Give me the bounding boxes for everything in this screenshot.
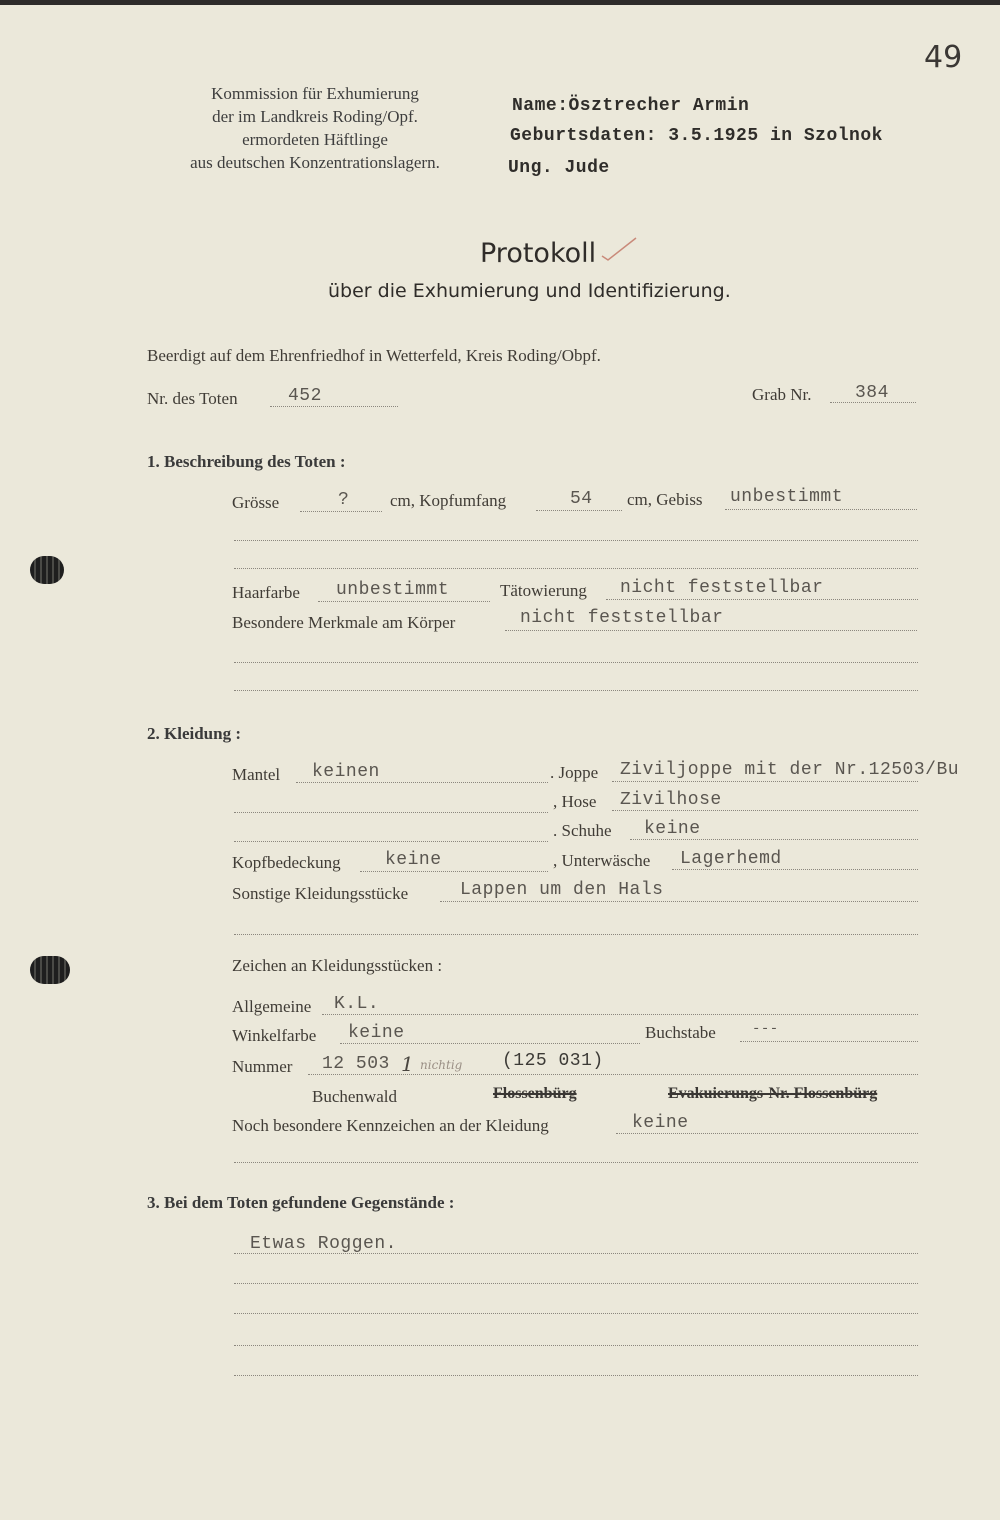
joppe-value: Ziviljoppe mit der Nr.12503/Bu bbox=[620, 760, 960, 780]
taetowierung-label: Tätowierung bbox=[500, 581, 587, 600]
found-item: Etwas Roggen. bbox=[250, 1234, 397, 1254]
schuhe-label: . Schuhe bbox=[553, 821, 612, 840]
taetowierung-value: nicht feststellbar bbox=[620, 578, 824, 598]
binder-hole-bottom bbox=[30, 956, 70, 984]
groesse-label: Grösse bbox=[232, 493, 280, 512]
commission-line: der im Landkreis Roding/Opf. bbox=[212, 107, 418, 126]
nummer-note: nichtig bbox=[420, 1058, 463, 1072]
sonstige-value: Lappen um den Hals bbox=[460, 880, 664, 900]
nationality-line: Ung. Jude bbox=[508, 158, 610, 178]
winkelfarbe-value: keine bbox=[348, 1023, 405, 1043]
joppe-label: . Joppe bbox=[550, 763, 599, 782]
dead-number-value: 452 bbox=[288, 386, 322, 406]
gebiss-label: cm, Gebiss bbox=[627, 490, 703, 509]
buchstabe-label: Buchstabe bbox=[645, 1023, 716, 1042]
binder-hole-top bbox=[30, 556, 64, 584]
gebiss-value: unbestimmt bbox=[730, 487, 844, 507]
section2-heading: 2. Kleidung : bbox=[147, 724, 241, 743]
section1-heading: 1. Beschreibung des Toten : bbox=[147, 452, 346, 471]
commission-line: aus deutschen Konzentrationslagern. bbox=[190, 153, 440, 172]
mantel-label: Mantel bbox=[232, 765, 281, 784]
evakuierung-struck: Evakuierungs-Nr. Flossenbürg bbox=[668, 1085, 878, 1102]
schuhe-value: keine bbox=[644, 819, 701, 839]
merkmale-label: Besondere Merkmale am Körper bbox=[232, 613, 456, 632]
hose-value: Zivilhose bbox=[620, 790, 722, 810]
buchenwald-label: Buchenwald bbox=[312, 1087, 397, 1106]
nummer-label: Nummer bbox=[232, 1057, 293, 1076]
haarfarbe-value: unbestimmt bbox=[336, 580, 450, 600]
page-number: 49 bbox=[924, 40, 963, 75]
groesse-value: ? bbox=[338, 490, 350, 510]
burial-line: Beerdigt auf dem Ehrenfriedhof in Wetterfeld, Kreis Roding/Obpf. bbox=[147, 346, 601, 365]
sonstige-label: Sonstige Kleidungsstücke bbox=[232, 884, 409, 903]
kopfbedeckung-value: keine bbox=[385, 850, 442, 870]
dead-number-label: Nr. des Toten bbox=[147, 389, 238, 408]
check-mark-icon bbox=[600, 236, 640, 264]
top-scan-edge bbox=[0, 0, 1000, 5]
unterwaesche-label: , Unterwäsche bbox=[553, 851, 651, 870]
mantel-value: keinen bbox=[312, 762, 380, 782]
unterwaesche-value: Lagerhemd bbox=[680, 849, 782, 869]
haarfarbe-label: Haarfarbe bbox=[232, 583, 300, 602]
allgemeine-value: K.L. bbox=[334, 994, 380, 1014]
buchstabe-value: --- bbox=[752, 1021, 779, 1037]
commission-line: ermordeten Häftlinge bbox=[242, 130, 388, 149]
hose-label: , Hose bbox=[553, 792, 597, 811]
grave-number-label: Grab Nr. bbox=[752, 385, 812, 404]
commission-header bbox=[150, 82, 480, 174]
flossenbuerg-struck: Flossenbürg bbox=[493, 1085, 577, 1102]
birth-line: Geburtsdaten: 3.5.1925 in Szolnok bbox=[510, 126, 883, 146]
nummer-handwritten-digit: 1 bbox=[401, 1052, 414, 1076]
kopfbedeckung-label: Kopfbedeckung bbox=[232, 853, 341, 872]
kopfumfang-value: 54 bbox=[570, 489, 593, 509]
zeichen-label: Zeichen an Kleidungsstücken : bbox=[232, 956, 443, 975]
merkmale-value: nicht feststellbar bbox=[520, 608, 724, 628]
grave-number-value: 384 bbox=[855, 383, 889, 403]
nummer-paren: (125 031) bbox=[502, 1051, 604, 1071]
document-title: Protokoll bbox=[480, 238, 597, 269]
nummer-value: 12 503 bbox=[322, 1054, 390, 1074]
noch-value: keine bbox=[632, 1113, 689, 1133]
noch-label: Noch besondere Kennzeichen an der Kleidung bbox=[232, 1116, 549, 1135]
name-line: Name:Ösztrecher Armin bbox=[512, 96, 750, 116]
allgemeine-label: Allgemeine bbox=[232, 997, 312, 1016]
section3-heading: 3. Bei dem Toten gefundene Gegenstände : bbox=[147, 1193, 455, 1212]
document-subtitle: über die Exhumierung und Identifizierung. bbox=[328, 280, 731, 302]
winkelfarbe-label: Winkelfarbe bbox=[232, 1026, 317, 1045]
commission-line: Kommission für Exhumierung bbox=[211, 84, 419, 103]
kopfumfang-label: cm, Kopfumfang bbox=[390, 491, 507, 510]
